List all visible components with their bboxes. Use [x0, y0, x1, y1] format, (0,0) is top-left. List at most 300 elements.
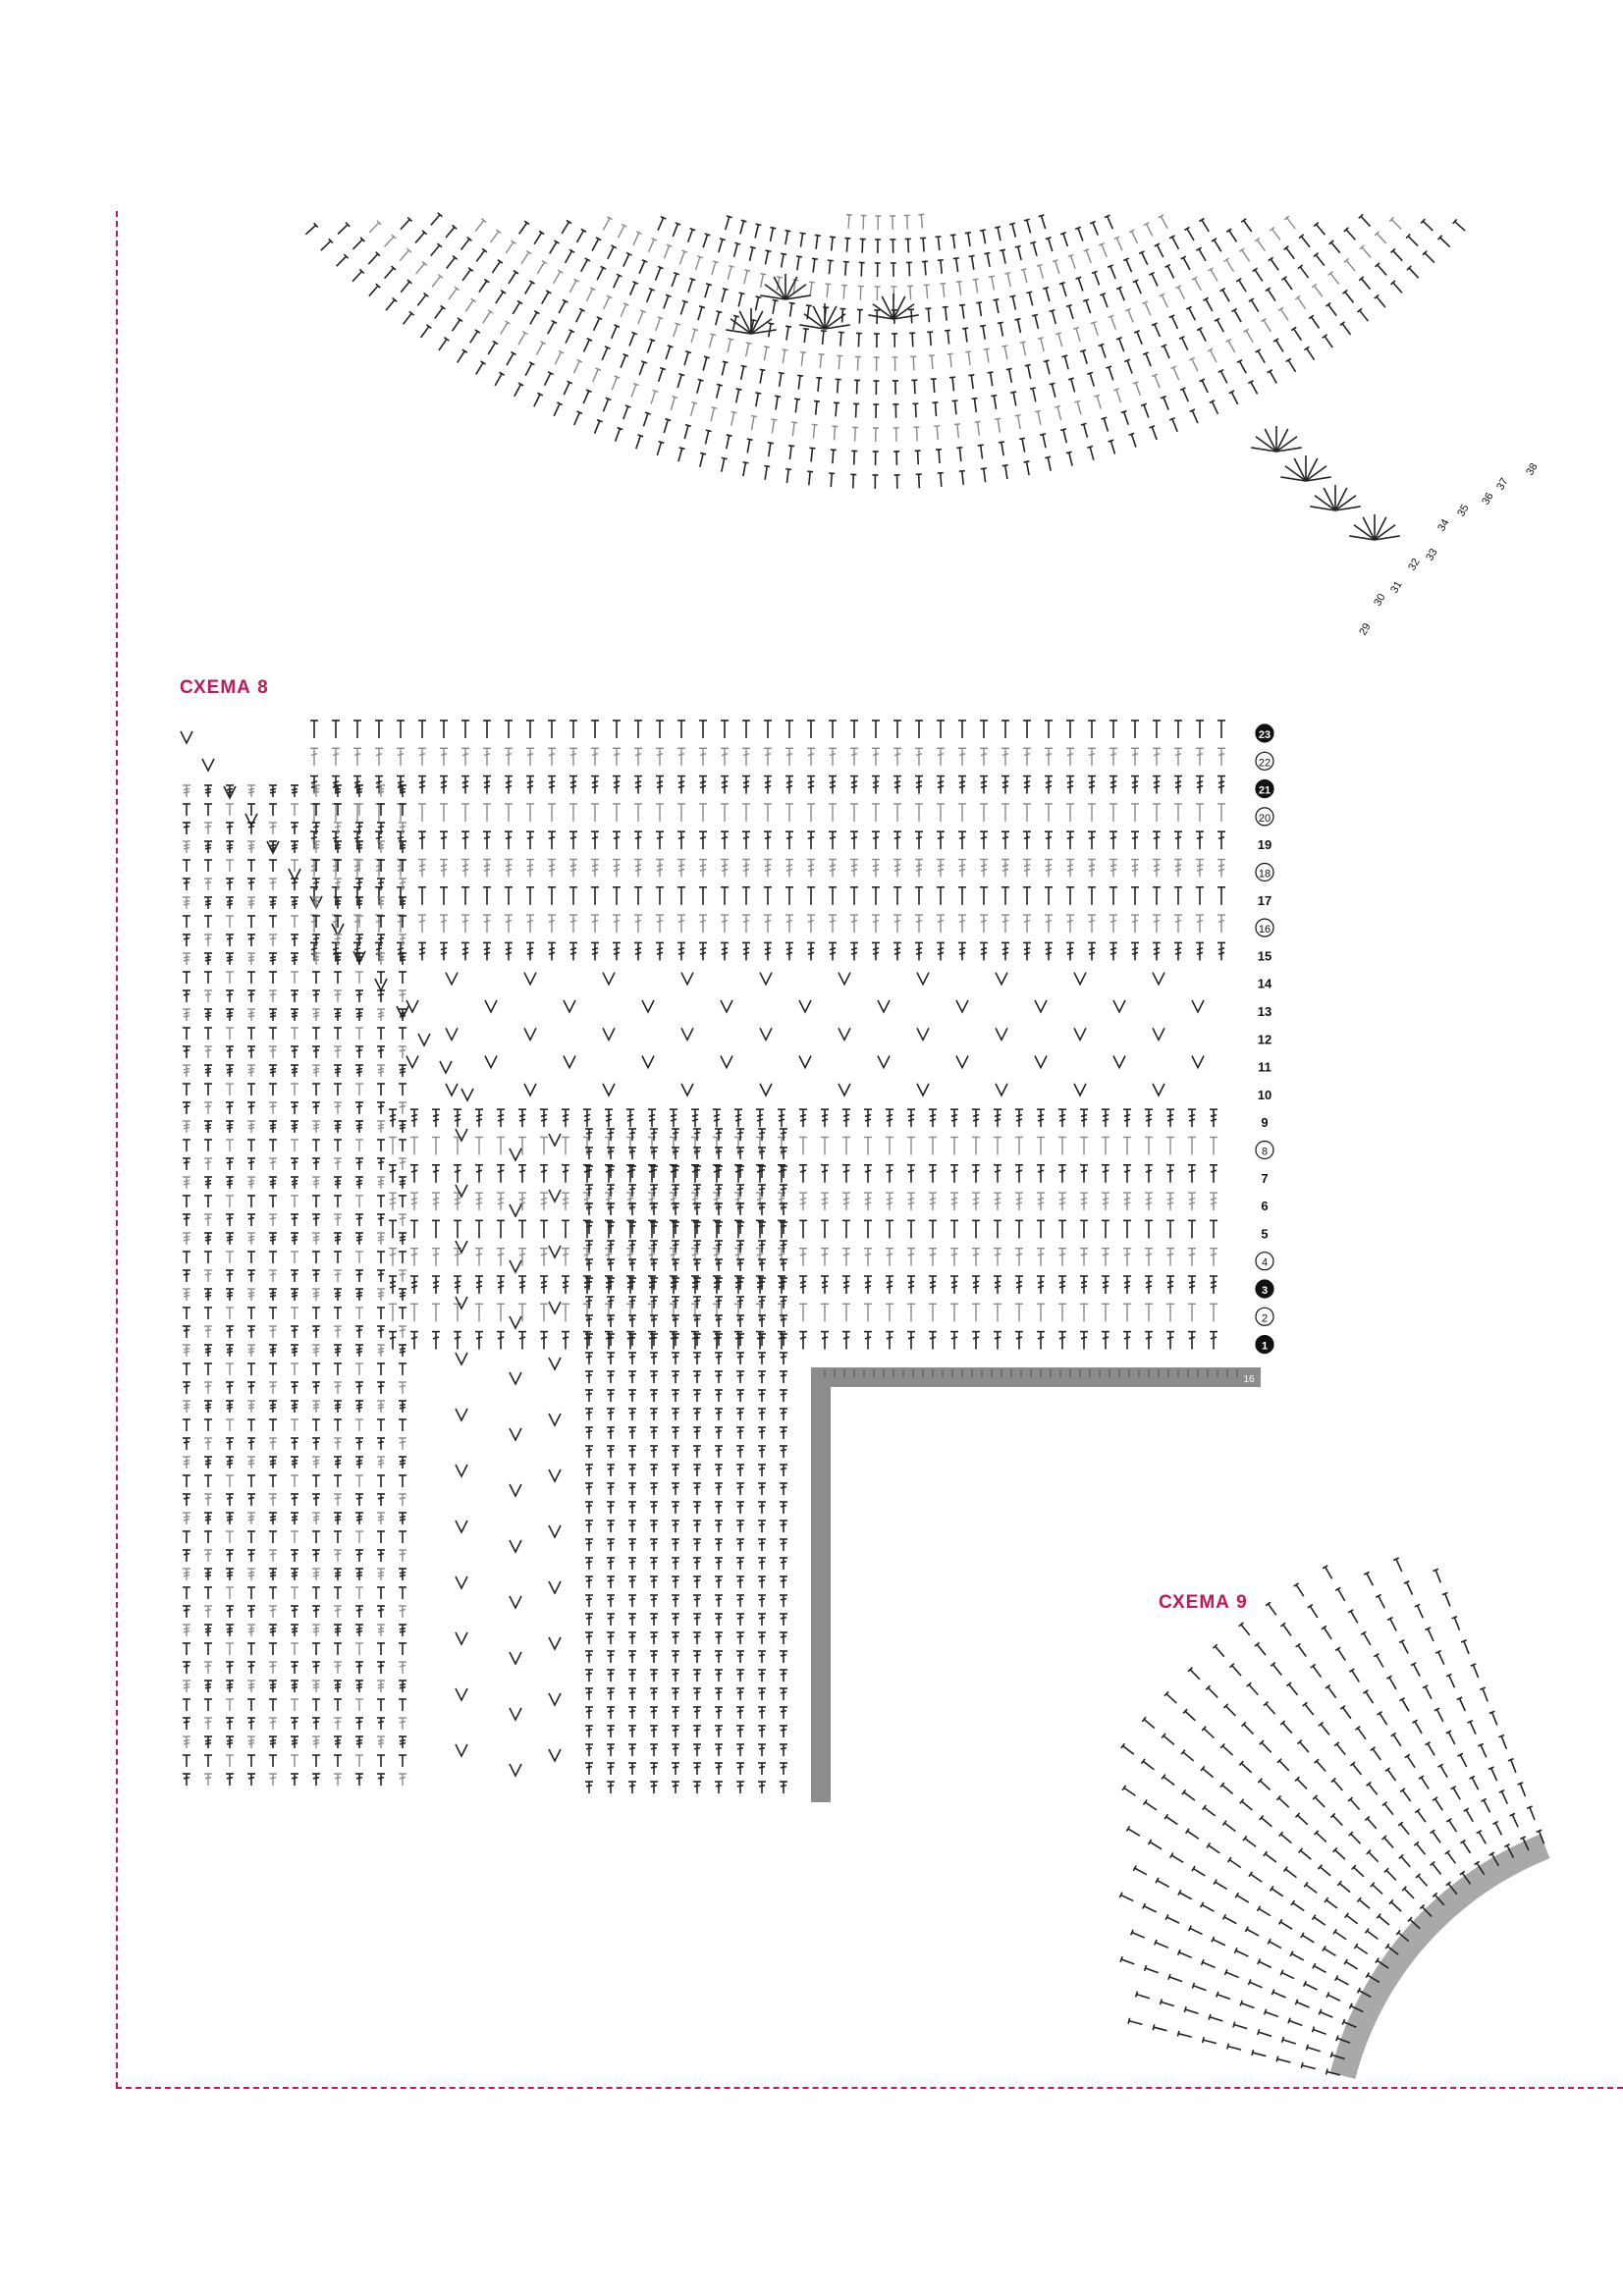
stitch-symbol: [269, 1699, 277, 1711]
stitch-symbol: [1188, 1193, 1196, 1210]
stitch-symbol: [226, 1233, 234, 1245]
stitch-symbol: [672, 1129, 679, 1141]
stitch-symbol: [1143, 1903, 1158, 1914]
stitch-symbol: [545, 321, 557, 336]
stitch-symbol: [719, 361, 728, 376]
stitch-symbol: [613, 804, 621, 822]
stitch-symbol: [807, 721, 815, 738]
stitch-symbol: [907, 1220, 915, 1238]
stitch-symbol: [736, 1409, 744, 1420]
stitch-symbol: [736, 1203, 744, 1215]
stitch-symbol: [585, 1390, 593, 1402]
stitch-symbol: [397, 721, 405, 738]
stitch-symbol: [784, 469, 791, 484]
stitch-symbol: [183, 1625, 190, 1636]
stitch-symbol: [937, 831, 945, 849]
stitch-symbol: [548, 887, 556, 905]
stitch-symbol: [1174, 776, 1182, 794]
stitch-symbol: [1109, 942, 1117, 960]
stitch-symbol: [269, 1513, 277, 1524]
stitch-symbol: [634, 915, 642, 933]
stitch-symbol: [1178, 1890, 1193, 1901]
stitch-symbol: [377, 1774, 385, 1786]
chain-v-symbol: [446, 1084, 458, 1095]
stitch-symbol: [721, 942, 729, 960]
stitch-symbol: [872, 804, 880, 822]
stitch-symbol: [654, 442, 664, 456]
stitch-symbol: [1182, 1789, 1197, 1802]
stitch-symbol: [1023, 804, 1031, 822]
stitch-symbol: [226, 990, 234, 1002]
stitch-symbol: [715, 1502, 723, 1514]
stitch-symbol: [770, 299, 778, 314]
stitch-symbol: [1030, 388, 1039, 402]
fan-symbol: [1310, 485, 1360, 510]
stitch-symbol: [183, 916, 190, 928]
stitch-symbol: [377, 1121, 385, 1133]
stitch-symbol: [693, 1241, 701, 1253]
stitch-symbol: [628, 1241, 636, 1253]
stitch-symbol: [1268, 1939, 1282, 1950]
stitch-symbol: [269, 1214, 277, 1226]
stitch-symbol: [1196, 860, 1204, 878]
stitch-symbol: [399, 1140, 406, 1151]
stitch-symbol: [269, 1587, 277, 1599]
stitch-symbol: [764, 804, 772, 822]
stitch-symbol: [693, 1614, 701, 1626]
stitch-symbol: [1109, 831, 1117, 849]
stitch-symbol: [628, 383, 638, 398]
stitch-symbol: [981, 468, 989, 483]
stitch-symbol: [693, 1446, 701, 1458]
stitch-symbol: [418, 831, 426, 849]
row-number: 12: [1257, 1032, 1272, 1047]
stitch-symbol: [334, 1140, 342, 1151]
stitch-symbol: [204, 785, 212, 797]
stitch-symbol: [1319, 2009, 1333, 2020]
stitch-symbol: [1344, 1959, 1359, 1971]
stitch-symbol: [758, 1688, 766, 1700]
stitch-symbol: [1217, 860, 1225, 878]
chain-v-symbol: [1113, 1000, 1125, 1012]
stitch-symbol: [312, 1252, 320, 1263]
stitch-symbol: [1058, 1193, 1066, 1210]
stitch-symbol: [932, 402, 939, 416]
stitch-symbol: [1315, 1831, 1328, 1844]
stitch-symbol: [1102, 1332, 1109, 1350]
stitch-symbol: [758, 1483, 766, 1495]
stitch-symbol: [355, 1419, 363, 1431]
stitch-symbol: [226, 953, 234, 965]
stitch-symbol: [872, 915, 880, 933]
stitch-symbol: [591, 915, 599, 933]
stitch-symbol: [183, 1550, 190, 1562]
stitch-symbol: [609, 376, 620, 391]
stitch-symbol: [312, 1513, 320, 1524]
stitch-symbol: [247, 1438, 255, 1450]
stitch-symbol: [872, 776, 880, 794]
stitch-symbol: [693, 1632, 701, 1644]
stitch-symbol: [874, 334, 880, 347]
stitch-symbol: [893, 721, 901, 738]
row-number: 23: [1258, 729, 1271, 741]
stitch-symbol: [334, 1681, 342, 1692]
arc-row-label: 32: [1406, 556, 1423, 573]
stitch-symbol: [1489, 1711, 1500, 1726]
stitch-symbol: [204, 1606, 212, 1618]
stitch-symbol: [621, 405, 630, 420]
stitch-symbol: [247, 785, 255, 797]
stitch-symbol: [444, 256, 457, 271]
stitch-symbol: [661, 294, 671, 309]
stitch-symbol: [1284, 1867, 1299, 1880]
stitch-symbol: [355, 1457, 363, 1468]
stitch-symbol: [677, 721, 685, 738]
stitch-symbol: [523, 362, 535, 377]
stitch-symbol: [693, 1502, 701, 1514]
stitch-symbol: [226, 1363, 234, 1375]
chain-v-symbol: [1035, 1000, 1047, 1012]
chain-v-symbol: [799, 1056, 811, 1068]
stitch-symbol: [183, 990, 190, 1002]
stitch-symbol: [183, 1774, 190, 1786]
stitch-symbol: [399, 1736, 406, 1748]
stitch-symbol: [353, 860, 361, 878]
stitch-symbol: [418, 748, 426, 766]
stitch-symbol: [677, 942, 685, 960]
stitch-symbol: [355, 1065, 363, 1077]
stitch-symbol: [864, 1249, 872, 1266]
stitch-symbol: [1025, 365, 1034, 380]
stitch-symbol: [312, 1718, 320, 1730]
stitch-symbol: [505, 942, 513, 960]
chain-v-symbol: [917, 1084, 929, 1095]
stitch-symbol: [1236, 279, 1248, 294]
chain-v-symbol: [1074, 1028, 1086, 1040]
stitch-symbol: [269, 860, 277, 872]
stitch-symbol: [563, 330, 574, 345]
stitch-symbol: [355, 972, 363, 984]
stitch-symbol: [1278, 307, 1291, 322]
stitch-symbol: [351, 269, 364, 283]
stitch-symbol: [1053, 260, 1062, 275]
stitch-symbol: [377, 1158, 385, 1170]
stitch-symbol: [1043, 288, 1053, 302]
stitch-symbol: [980, 915, 988, 933]
stitch-symbol: [581, 339, 592, 353]
chain-v-symbol: [1192, 1056, 1204, 1068]
stitch-symbol: [780, 1744, 787, 1756]
stitch-symbol: [493, 372, 505, 387]
stitch-symbol: [483, 776, 491, 794]
stitch-symbol: [585, 1148, 593, 1159]
stitch-symbol: [719, 457, 728, 472]
stitch-symbol: [334, 1419, 342, 1431]
stitch-symbol: [183, 1569, 190, 1580]
scheme-9-chart: [1119, 1558, 1549, 2079]
stitch-symbol: [334, 1382, 342, 1394]
stitch-symbol: [731, 242, 740, 257]
stitch-symbol: [204, 1046, 212, 1058]
stitch-symbol: [715, 1521, 723, 1532]
stitch-symbol: [1190, 409, 1201, 424]
stitch-symbol: [1241, 219, 1254, 234]
stitch-symbol: [353, 721, 361, 738]
stitch-symbol: [450, 318, 462, 333]
stitch-symbol: [1174, 860, 1182, 878]
stitch-symbol: [1206, 1685, 1219, 1699]
stitch-symbol: [958, 942, 966, 960]
stitch-symbol: [1038, 338, 1047, 352]
stitch-symbol: [628, 1185, 636, 1197]
stitch-symbol: [454, 1220, 461, 1238]
stitch-symbol: [1131, 942, 1139, 960]
stitch-symbol: [972, 279, 980, 294]
stitch-symbol: [1123, 1304, 1131, 1321]
stitch-symbol: [808, 448, 815, 462]
chain-v-symbol: [1192, 1000, 1204, 1012]
stitch-symbol: [636, 260, 647, 275]
stitch-symbol: [1066, 721, 1074, 738]
stitch-symbol: [672, 1390, 679, 1402]
chain-v-symbol: [603, 1084, 615, 1095]
stitch-symbol: [634, 721, 642, 738]
stitch-symbol: [183, 1438, 190, 1450]
stitch-symbol: [1337, 1881, 1352, 1895]
stitch-symbol: [1189, 357, 1200, 372]
stitch-symbol: [1471, 1664, 1482, 1679]
stitch-symbol: [432, 1276, 440, 1294]
stitch-symbol: [850, 915, 858, 933]
stitch-symbol: [650, 1371, 658, 1383]
stitch-symbol: [634, 831, 642, 849]
stitch-symbol: [1446, 1731, 1458, 1745]
stitch-symbol: [1060, 429, 1069, 444]
stitch-symbol: [355, 1643, 363, 1655]
stitch-symbol: [893, 428, 899, 442]
stitch-symbol: [716, 239, 726, 253]
stitch-symbol: [183, 1513, 190, 1524]
stitch-symbol: [1367, 1850, 1380, 1864]
stitch-symbol: [780, 1446, 787, 1458]
stitch-symbol: [461, 748, 469, 766]
stitch-symbol: [183, 1046, 190, 1058]
stitch-symbol: [1357, 1897, 1372, 1911]
stitch-symbol: [355, 1718, 363, 1730]
stitch-symbol: [1062, 355, 1072, 370]
stitch-symbol: [656, 860, 664, 878]
stitch-symbol: [1100, 294, 1110, 308]
chain-v-symbol: [1035, 1056, 1047, 1068]
stitch-symbol: [475, 1249, 483, 1266]
chain-v-symbol: [996, 1084, 1007, 1095]
stitch-symbol: [1153, 915, 1161, 933]
stitch-symbol: [355, 1625, 363, 1636]
stitch-symbol: [672, 1614, 679, 1626]
stitch-symbol: [628, 1315, 636, 1327]
stitch-symbol: [1058, 1220, 1066, 1238]
stitch-symbol: [914, 427, 921, 441]
stitch-symbol: [432, 1304, 440, 1321]
stitch-symbol: [291, 1681, 298, 1692]
stitch-symbol: [1165, 1914, 1180, 1925]
stitch-symbol: [334, 1643, 342, 1655]
stitch-symbol: [226, 1382, 234, 1394]
stitch-symbol: [875, 240, 881, 253]
stitch-symbol: [399, 1345, 406, 1357]
stitch-symbol: [1166, 1138, 1174, 1155]
stitch-symbol: [269, 1550, 277, 1562]
stitch-symbol: [758, 1502, 766, 1514]
stitch-symbol: [1123, 1220, 1131, 1238]
stitch-symbol: [672, 1185, 679, 1197]
stitch-symbol: [785, 804, 793, 822]
stitch-symbol: [832, 426, 839, 440]
stitch-symbol: [1109, 860, 1117, 878]
stitch-symbol: [518, 1109, 526, 1127]
stitch-symbol: [1442, 1592, 1453, 1607]
stitch-symbol: [1382, 1802, 1395, 1817]
stitch-symbol: [1393, 1558, 1404, 1573]
stitch-symbol: [938, 260, 945, 275]
stitch-symbol: [607, 1502, 615, 1514]
stitch-symbol: [1245, 1927, 1260, 1939]
stitch-symbol: [377, 1494, 385, 1506]
stitch-symbol: [628, 1595, 636, 1607]
stitch-symbol: [661, 419, 671, 434]
chain-v-symbol: [456, 1744, 467, 1756]
stitch-symbol: [628, 1297, 636, 1308]
stitch-symbol: [670, 223, 680, 238]
stitch-symbol: [1200, 379, 1211, 394]
stitch-symbol: [247, 1419, 255, 1431]
stitch-symbol: [634, 748, 642, 766]
stitch-symbol: [497, 1138, 505, 1155]
stitch-symbol: [312, 990, 320, 1002]
stitch-symbol: [972, 1332, 980, 1350]
chain-v-symbol: [956, 1000, 968, 1012]
stitch-symbol: [1265, 2009, 1279, 2019]
stitch-symbol: [204, 823, 212, 834]
stitch-symbol: [226, 1736, 234, 1748]
stitch-symbol: [247, 1009, 255, 1021]
stitch-symbol: [773, 396, 781, 410]
stitch-symbol: [226, 1345, 234, 1357]
stitch-symbol: [1102, 1276, 1109, 1294]
stitch-symbol: [312, 1569, 320, 1580]
stitch-symbol: [269, 1531, 277, 1543]
stitch-symbol: [859, 239, 866, 252]
stitch-symbol: [1329, 240, 1343, 255]
stitch-symbol: [483, 804, 491, 822]
stitch-symbol: [1239, 1623, 1252, 1637]
chain-v-symbol: [549, 1358, 561, 1369]
stitch-symbol: [1399, 1698, 1411, 1713]
stitch-symbol: [399, 1252, 406, 1263]
stitch-symbol: [1142, 301, 1153, 316]
stitch-symbol: [1102, 1193, 1109, 1210]
stitch-symbol: [334, 1438, 342, 1450]
stitch-symbol: [764, 887, 772, 905]
stitch-symbol: [607, 1129, 615, 1141]
stitch-symbol: [389, 1193, 397, 1210]
stitch-symbol: [650, 1576, 658, 1588]
stitch-symbol: [922, 261, 929, 275]
stitch-symbol: [699, 721, 707, 738]
stitch-symbol: [319, 239, 333, 252]
stitch-symbol: [226, 823, 234, 834]
stitch-symbol: [247, 1755, 255, 1767]
stitch-symbol: [226, 1158, 234, 1170]
stitch-symbol: [204, 1755, 212, 1767]
stitch-symbol: [1001, 804, 1009, 822]
stitch-symbol: [399, 1065, 406, 1077]
stitch-symbol: [1196, 942, 1204, 960]
stitch-symbol: [780, 1203, 787, 1215]
stitch-symbol: [715, 1427, 723, 1439]
stitch-symbol: [736, 1502, 744, 1514]
stitch-symbol: [1045, 942, 1053, 960]
stitch-symbol: [742, 804, 750, 822]
stitch-symbol: [204, 1718, 212, 1730]
stitch-symbol: [672, 1576, 679, 1588]
stitch-symbol: [247, 1494, 255, 1506]
stitch-symbol: [628, 1632, 636, 1644]
stitch-symbol: [1376, 1594, 1387, 1609]
stitch-symbol: [699, 942, 707, 960]
stitch-symbol: [1212, 1937, 1226, 1948]
stitch-symbol: [634, 804, 642, 822]
stitch-symbol: [461, 887, 469, 905]
stitch-symbol: [994, 1138, 1001, 1155]
stitch-symbol: [291, 1438, 298, 1450]
arc-row-label: 31: [1388, 578, 1405, 596]
stitch-symbol: [1202, 1959, 1217, 1970]
stitch-symbol: [715, 1539, 723, 1551]
stitch-symbol: [1312, 2027, 1326, 2037]
stitch-symbol: [1431, 1862, 1443, 1877]
stitch-symbol: [585, 1614, 593, 1626]
stitch-symbol: [650, 1651, 658, 1663]
stitch-symbol: [1280, 1721, 1294, 1735]
stitch-symbol: [725, 266, 733, 281]
stitch-symbol: [829, 748, 837, 766]
stitch-symbol: [950, 1220, 958, 1238]
stitch-symbol: [758, 1446, 766, 1458]
stitch-symbol: [1066, 804, 1074, 822]
stitch-symbol: [980, 887, 988, 905]
stitch-symbol: [1325, 1897, 1339, 1910]
stitch-symbol: [613, 860, 621, 878]
stitch-symbol: [505, 721, 513, 738]
stitch-symbol: [656, 887, 664, 905]
chain-v-symbol: [549, 1469, 561, 1481]
stitch-symbol: [693, 1539, 701, 1551]
stitch-symbol: [548, 776, 556, 794]
stitch-symbol: [980, 942, 988, 960]
stitch-symbol: [810, 424, 817, 439]
stitch-symbol: [291, 785, 298, 797]
stitch-symbol: [721, 860, 729, 878]
stitch-symbol: [780, 1595, 787, 1607]
stitch-symbol: [1122, 1786, 1137, 1798]
stitch-symbol: [1331, 1779, 1345, 1792]
stitch-symbol: [691, 1109, 699, 1127]
stitch-symbol: [1419, 1776, 1432, 1790]
stitch-symbol: [1015, 1220, 1023, 1238]
stitch-symbol: [1074, 400, 1084, 415]
stitch-symbol: [399, 217, 412, 231]
